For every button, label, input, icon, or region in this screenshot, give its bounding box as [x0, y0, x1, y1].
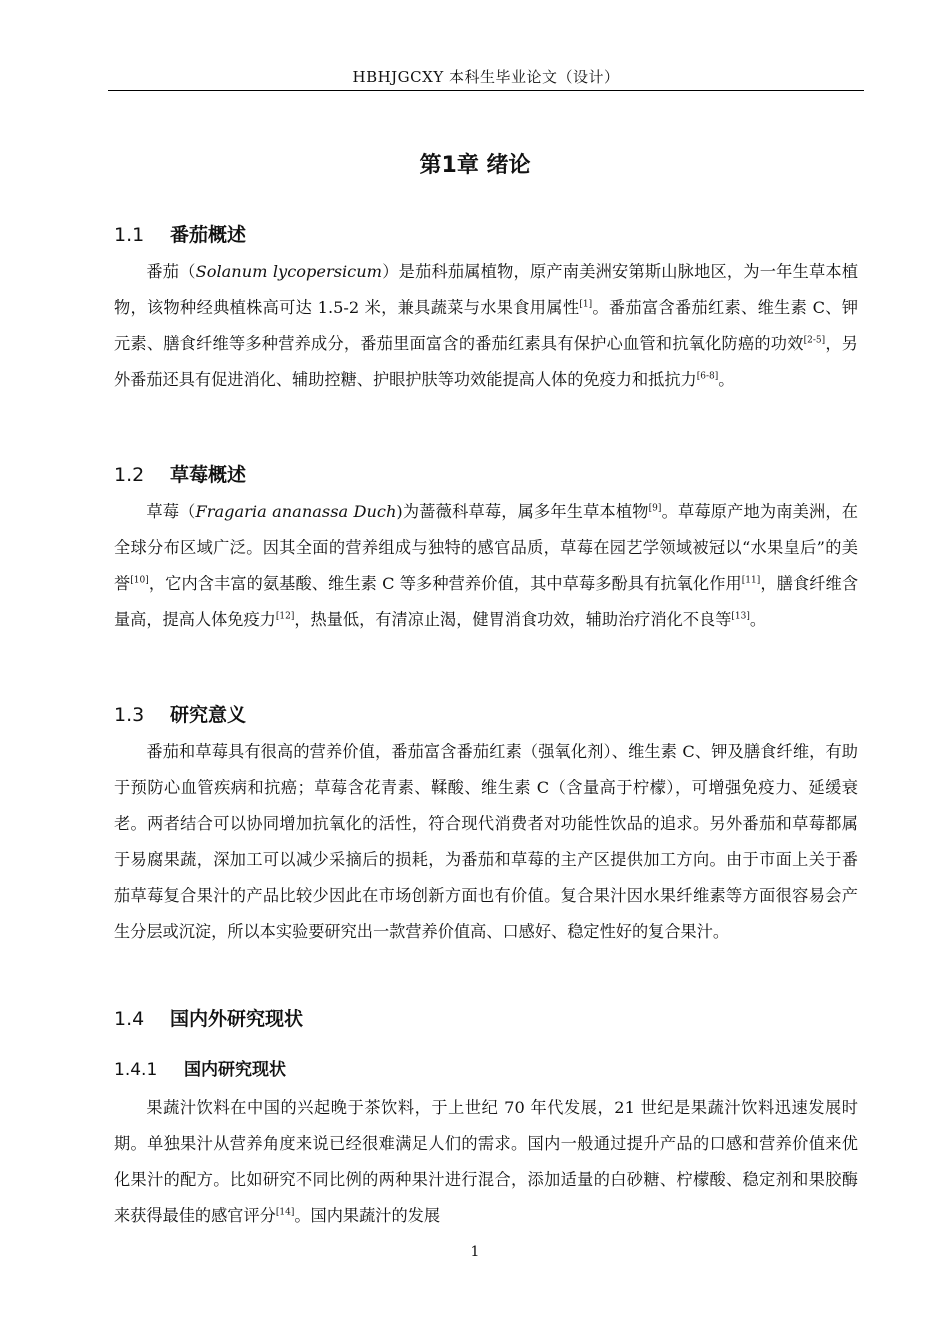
- text: 。: [749, 610, 767, 629]
- text: ，热量低，有清凉止渴，健胃消食功效，辅助治疗消化不良等: [294, 610, 732, 629]
- section-number: 1.2: [114, 464, 145, 486]
- text: ）是茄科茄属植物，原产南美洲安第斯山脉地区，为一年生草本植物，该物种经典植株高可达 1.5-2 米，兼具蔬菜与水果食用属性: [114, 262, 859, 317]
- text: 。草莓原产地为南美洲，在全球分布区域广泛。因其全面的营养组成与独特的感官品质，草莓在园艺学领域被冠以“水果皇后”的美誉: [114, 502, 858, 593]
- section-number: 1.1: [114, 224, 145, 246]
- text: 。: [718, 370, 735, 389]
- species-name: Fragaria ananassa Duch: [195, 502, 397, 521]
- text: 果蔬汁饮料在中国的兴起晚于茶饮料，于上世纪 70 年代发展，21 世纪是果蔬汁饮料迅速发展时期。单独果汁从营养角度来说已经很难满足人们的需求。国内一般通过提升产品的口感和营养价值来优化果汁的配方。比如研究不同比例的两种果汁进行混合，添加适量的白砂糖、柠檬酸、稳定剂和果胶酶来获得最佳的感官评分: [114, 1098, 858, 1225]
- chapter-title: 第1章 绪论: [419, 153, 531, 178]
- section-title: 草莓概述: [170, 464, 247, 486]
- section-title: 研究意义: [170, 704, 247, 726]
- header-rule: [108, 90, 864, 91]
- text: 。番茄富含番茄红素、维生素 C、钾元素、膳食纤维等多种营养成分，番茄里面富含的番茄红素具有保护心血管和抗氧化防癌的功效: [114, 298, 859, 353]
- section-1-3-paragraph: [114, 734, 858, 950]
- section-1-2-paragraph: [114, 494, 858, 638]
- page-header: HBHJGCXY 本科生毕业论文（设计）: [352, 68, 620, 86]
- text: ，它内含丰富的氨基酸、维生素 C 等多种营养价值，其中草莓多酚具有抗氧化作用: [148, 574, 742, 593]
- subsection-1-4-1-paragraph: [114, 1090, 858, 1234]
- section-number: 1.4: [114, 1008, 145, 1030]
- subsection-heading-1-4-1: [114, 1055, 286, 1080]
- subsection-title: 国内研究现状: [184, 1060, 286, 1080]
- section-heading-1-1: [114, 220, 246, 247]
- section-title: 国内外研究现状: [170, 1008, 304, 1030]
- citation: [9]: [648, 503, 662, 514]
- text: 番茄（: [146, 262, 196, 281]
- section-heading-1-4: [114, 1004, 303, 1031]
- species-name: Solanum lycopersicum: [195, 262, 383, 281]
- citation: [14]: [275, 1207, 295, 1218]
- text: 。国内果蔬汁的发展: [294, 1206, 441, 1225]
- section-heading-1-3: [114, 700, 246, 727]
- citation: [12]: [275, 611, 295, 622]
- citation: [11]: [741, 575, 761, 586]
- subsection-number: 1.4.1: [114, 1060, 158, 1080]
- citation: [2-5]: [803, 335, 826, 346]
- page-number: 1: [470, 1244, 480, 1260]
- section-1-1-paragraph: [114, 254, 858, 398]
- citation: [1]: [579, 299, 593, 310]
- section-heading-1-2: [114, 460, 246, 487]
- text: ，膳食纤维含量高，提高人体免疫力: [114, 574, 859, 629]
- citation: [13]: [731, 611, 750, 622]
- text: 草莓（: [146, 502, 196, 521]
- section-number: 1.3: [114, 704, 145, 726]
- text: )为蔷薇科草莓，属多年生草本植物: [396, 502, 649, 521]
- citation: [6-8]: [696, 371, 719, 382]
- section-title: 番茄概述: [170, 224, 247, 246]
- citation: [10]: [130, 575, 149, 586]
- text: 番茄和草莓具有很高的营养价值，番茄富含番茄红素（强氧化剂）、维生素 C、钾及膳食纤维，有助于预防心血管疾病和抗癌；草莓含花青素、鞣酸、维生素 C（含量高于柠檬），可增强免疫力、延缓衰老。两者结合可以协同增加抗氧化的活性，符合现代消费者对功能性饮品的追求。另外番茄和草莓都属于易腐果蔬，深加工可以减少采摘后的损耗，为番茄和草莓的主产区提供加工方向。由于市面上关于番茄草莓复合果汁的产品比较少因此在市场创新方面也有价值。复合果汁因水果纤维素等方面很容易会产生分层或沉淀，所以本实验要研究出一款营养价值高、口感好、稳定性好的复合果汁。: [114, 742, 858, 941]
- text: ，另外番茄还具有促进消化、辅助控糖、护眼护肤等功效能提高人体的免疫力和抵抗力: [114, 334, 858, 389]
